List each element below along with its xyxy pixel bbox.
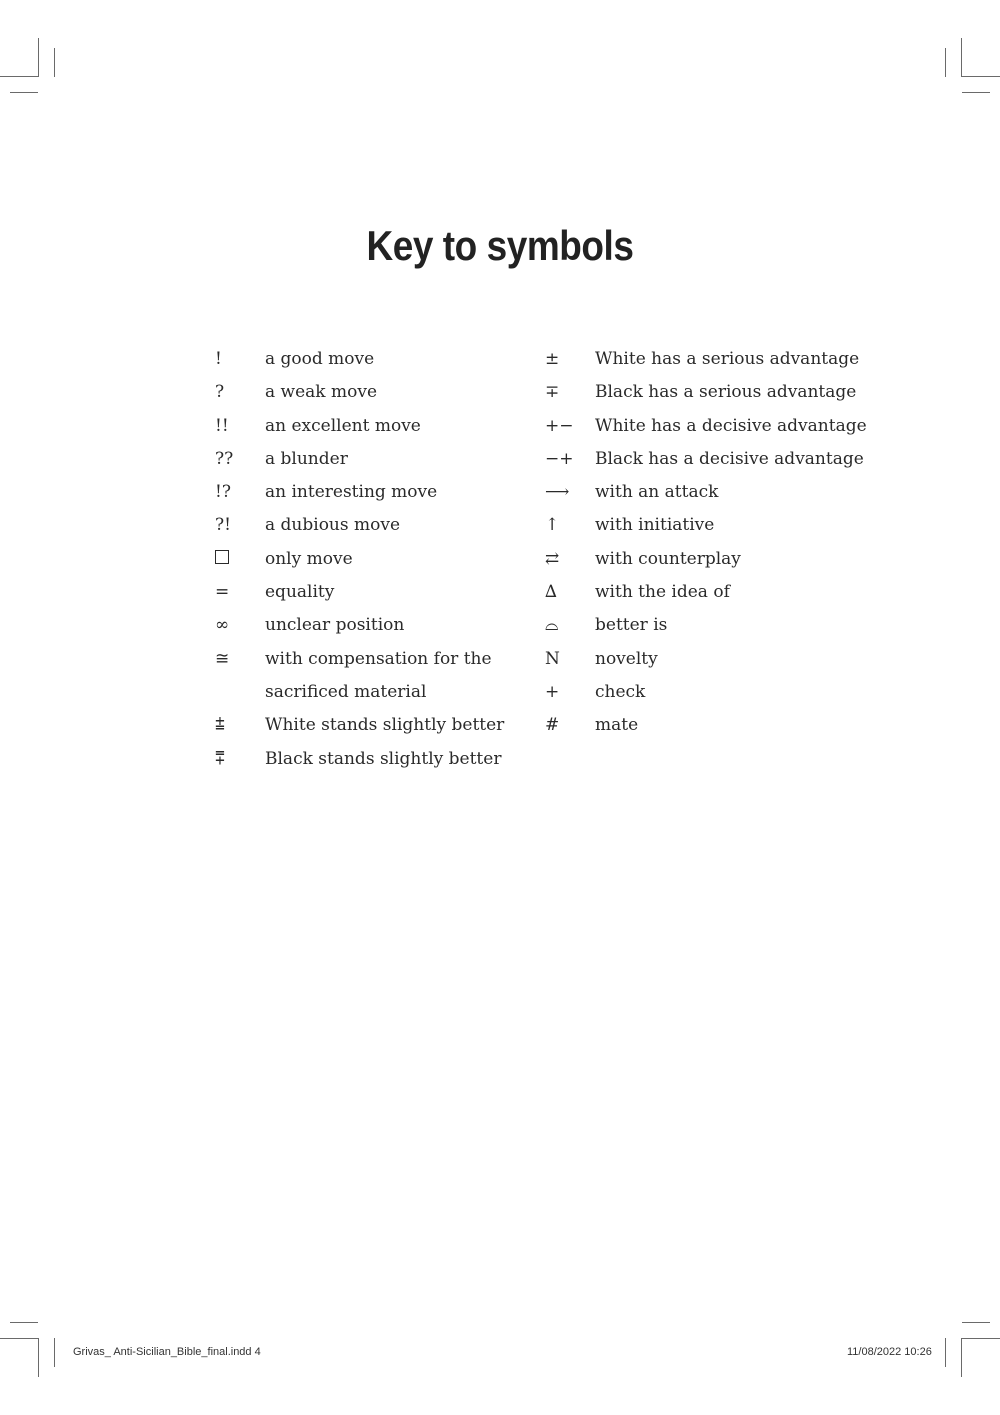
list-item	[215, 709, 515, 742]
footer-timestamp: 11/08/2022 10:26	[847, 1346, 932, 1358]
symbol-description: a blunder	[265, 448, 348, 469]
list-item	[545, 476, 865, 509]
crop-mark	[962, 92, 990, 93]
symbol-description: equality	[265, 582, 335, 603]
symbol-description: with compensation for the	[265, 648, 492, 669]
list-item	[545, 410, 865, 443]
symbol: N	[545, 648, 560, 669]
square-box-icon	[215, 550, 229, 564]
list-item	[545, 709, 865, 742]
symbol-description: White stands slightly better	[265, 715, 505, 736]
list-item	[545, 576, 865, 609]
page-title: Key to symbols	[366, 222, 634, 269]
symbol: ⇄	[545, 548, 560, 569]
list-item	[215, 543, 515, 576]
symbol: ??	[215, 448, 234, 469]
symbol-list-left	[215, 343, 515, 776]
list-item	[215, 609, 515, 642]
crop-mark	[961, 1338, 962, 1377]
symbol-description: with initiative	[595, 515, 715, 536]
list-item	[545, 376, 865, 409]
list-item	[215, 743, 515, 776]
crop-mark	[962, 1322, 990, 1323]
symbol-description: unclear position	[265, 615, 405, 636]
list-item	[215, 643, 515, 676]
symbol-description: an interesting move	[265, 482, 438, 503]
list-item	[215, 410, 515, 443]
symbol: ±	[545, 349, 560, 369]
symbol-description: sacrificed material	[265, 681, 427, 702]
symbol: !?	[215, 482, 231, 503]
list-item	[215, 476, 515, 509]
crop-mark	[54, 48, 55, 77]
crop-mark	[962, 1338, 1000, 1339]
crop-mark	[10, 1322, 38, 1323]
list-item	[215, 376, 515, 409]
symbol: ⌓	[545, 615, 559, 636]
symbol: ?	[215, 382, 225, 403]
symbol	[215, 543, 245, 576]
symbol: ∓	[545, 382, 560, 403]
symbol-description: novelty	[595, 648, 658, 669]
symbol-description: an excellent move	[265, 415, 421, 436]
symbol-description: Black stands slightly better	[265, 748, 502, 769]
symbol-description: Black has a serious advantage	[595, 382, 857, 403]
symbol-description: check	[595, 681, 646, 702]
symbol: ≅	[215, 648, 230, 669]
symbol-description: Black has a decisive advantage	[595, 448, 864, 469]
list-item	[545, 643, 865, 676]
symbol: ↑	[545, 515, 560, 536]
crop-mark	[961, 38, 962, 77]
list-item	[545, 443, 865, 476]
list-item	[545, 676, 865, 709]
symbol-description: only move	[265, 548, 353, 569]
list-item	[215, 676, 515, 709]
list-item	[215, 576, 515, 609]
symbol-description: with an attack	[595, 482, 719, 503]
crop-mark	[945, 48, 946, 77]
list-item	[545, 543, 865, 576]
symbol: =	[215, 582, 230, 603]
crop-mark	[38, 1338, 39, 1377]
symbol: ⩲	[215, 715, 225, 736]
symbol: !	[215, 349, 222, 369]
symbol: −+	[545, 448, 574, 469]
symbol: ⩱	[215, 748, 225, 769]
symbol: +−	[545, 415, 574, 436]
list-item	[215, 343, 515, 376]
list-item	[215, 443, 515, 476]
list-item	[545, 509, 865, 542]
symbol-description: a dubious move	[265, 515, 401, 536]
symbol-description: with the idea of	[595, 582, 730, 603]
symbol: #	[545, 715, 560, 736]
symbol-list-right	[545, 343, 865, 743]
list-item	[215, 509, 515, 542]
crop-mark	[962, 76, 1000, 77]
symbol: ∆	[545, 582, 557, 603]
symbol: ⟶	[545, 482, 570, 503]
symbol: +	[545, 681, 560, 702]
list-item	[545, 609, 865, 642]
symbol-description: White has a decisive advantage	[595, 415, 867, 436]
crop-mark	[10, 92, 38, 93]
symbol: !!	[215, 415, 229, 436]
crop-mark	[38, 38, 39, 77]
crop-mark	[945, 1338, 946, 1367]
symbol: ?!	[215, 515, 231, 536]
symbol-description: White has a serious advantage	[595, 349, 860, 369]
symbol-description: a good move	[265, 349, 375, 369]
symbol-description: a weak move	[265, 382, 378, 403]
list-item	[545, 343, 865, 376]
crop-mark	[54, 1338, 55, 1367]
footer-filename: Grivas_ Anti-Sicilian_Bible_final.indd 4	[73, 1346, 261, 1358]
symbol-description: better is	[595, 615, 668, 636]
symbol: ∞	[215, 615, 230, 636]
symbol-description: mate	[595, 715, 639, 736]
symbol-description: with counterplay	[595, 548, 741, 569]
crop-mark	[0, 1338, 38, 1339]
crop-mark	[0, 76, 38, 77]
